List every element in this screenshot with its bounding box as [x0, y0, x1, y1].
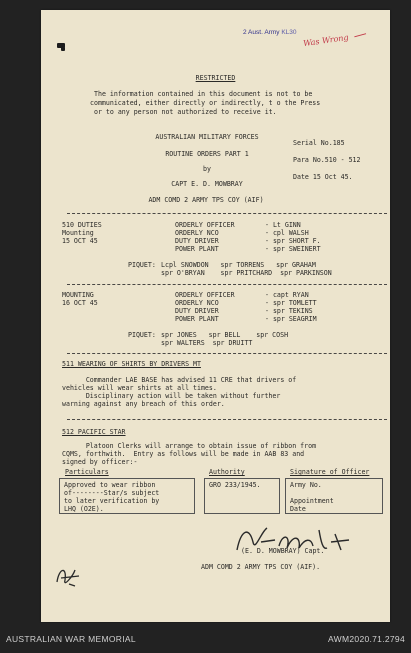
col-authority: Authority: [209, 468, 245, 476]
signoff-name: (E. D. MOWBRAY) Capt.: [241, 547, 325, 555]
para-512-heading: 512 PACIFIC STAR: [62, 428, 126, 436]
initials-scrawl: [53, 562, 83, 590]
para-511-line: vehicles will wear shirts at all times.: [62, 384, 217, 392]
duty-role: ORDERLY OFFICER: [175, 221, 235, 229]
duty-name: - spr TOMLETT: [265, 299, 317, 307]
duty-name: - spr SWEINERT: [265, 245, 321, 253]
para-512-line: signed by officer:-: [62, 458, 138, 466]
org-heading: AUSTRALIAN MILITARY FORCES: [155, 133, 259, 141]
duties-510-label: 510 DUTIES: [62, 221, 102, 229]
para-511-line: warning against any breach of this order.: [62, 400, 225, 408]
stamp-extra: KL30: [281, 29, 297, 36]
notice-line-3: or to any person not authorized to receive it.: [94, 108, 277, 116]
piquet-label: PIQUET:: [128, 331, 156, 339]
archive-stamp: [243, 29, 297, 36]
duty-role: ORDERLY OFFICER: [175, 291, 235, 299]
stamp-text: 2 Aust. Army: [243, 29, 280, 36]
piquet-line: spr JONES spr BELL spr COSH: [161, 331, 289, 339]
duty-name: - spr SHORT F.: [265, 237, 321, 245]
footer-source: AUSTRALIAN WAR MEMORIAL: [6, 634, 136, 644]
piquet-line: Lcpl SNOWDON spr TORRENS spr GRAHAM: [161, 261, 316, 269]
duty-role: POWER PLANT: [175, 245, 219, 253]
mounting-date: 16 OCT 45: [62, 299, 98, 307]
duty-name: - Lt GINN: [265, 221, 301, 229]
restricted-heading: RESTRICTED: [195, 74, 236, 82]
punch-hole-2: [61, 47, 65, 51]
signature-line: Date: [290, 505, 306, 513]
particulars-line: of--------Star/s subject: [64, 489, 160, 497]
duty-role: DUTY DRIVER: [175, 307, 219, 315]
particulars-line: LHQ (O2E).: [64, 505, 104, 513]
duty-name: - capt RYAN: [265, 291, 309, 299]
divider: [67, 213, 387, 214]
para-511-heading: 511 WEARING OF SHIRTS BY DRIVERS MT: [62, 360, 201, 368]
signature-line: Appointment: [290, 497, 334, 505]
mounting-label: MOUNTING: [62, 291, 94, 299]
orders-title: ROUTINE ORDERS PART 1: [165, 150, 249, 158]
by-label: by: [203, 165, 211, 173]
unit-heading: ADM COMD 2 ARMY TPS COY (AIF): [148, 196, 264, 204]
para-511-line: Commander LAE BASE has advised 11 CRE that drivers of: [62, 376, 297, 384]
col-signature: Signature of Officer: [290, 468, 370, 476]
document-page: [41, 10, 390, 622]
particulars-line: Approved to wear ribbon: [64, 481, 156, 489]
commander: CAPT E. D. MOWBRAY: [171, 180, 243, 188]
notice-line-1: The information contained in this document is not to be: [94, 90, 313, 98]
duty-name: - spr SEAGRIM: [265, 315, 317, 323]
handwritten-note: Was Wrong: [302, 32, 350, 49]
duty-name: - cpl WALSH: [265, 229, 309, 237]
divider: [67, 284, 387, 285]
duties-510-date: 15 OCT 45: [62, 237, 98, 245]
duty-role: POWER PLANT: [175, 315, 219, 323]
handwritten-mark: |: [353, 31, 369, 39]
para-512-line: CQMS, forthwith. Entry as follows will be made in AAB 83 and: [62, 450, 305, 458]
footer-accession: AWM2020.71.2794: [328, 634, 405, 644]
duty-role: ORDERLY NCO: [175, 299, 219, 307]
para-no: Para No.510 - 512: [293, 156, 361, 164]
para-512-line: Platoon Clerks will arrange to obtain issue of ribbon from: [62, 442, 317, 450]
divider: [67, 419, 387, 420]
piquet-line: spr O'BRYAN spr PRITCHARD spr PARKINSON: [161, 269, 332, 277]
piquet-label: PIQUET:: [128, 261, 156, 269]
serial-no: Serial No.185: [293, 139, 345, 147]
date: Date 15 Oct 45.: [293, 173, 353, 181]
divider: [67, 353, 387, 354]
notice-line-2: communicated, either directly or indirectly, t o the Press: [90, 99, 321, 107]
duty-role: ORDERLY NCO: [175, 229, 219, 237]
particulars-line: to later verification by: [64, 497, 160, 505]
authority-value: GRO 233/1945.: [209, 481, 261, 489]
duty-name: - spr TEKINS: [265, 307, 313, 315]
signoff-unit: ADM COMD 2 ARMY TPS COY (AIF).: [201, 563, 321, 571]
duty-role: DUTY DRIVER: [175, 237, 219, 245]
duties-510-mounting: Mounting: [62, 229, 94, 237]
footer-bar: [0, 623, 411, 653]
signature-line: Army No.: [290, 481, 322, 489]
col-particulars: Particulars: [65, 468, 109, 476]
piquet-line: spr WALTERS spr DRUITT: [161, 339, 253, 347]
para-511-line: Disciplinary action will be taken without further: [62, 392, 281, 400]
